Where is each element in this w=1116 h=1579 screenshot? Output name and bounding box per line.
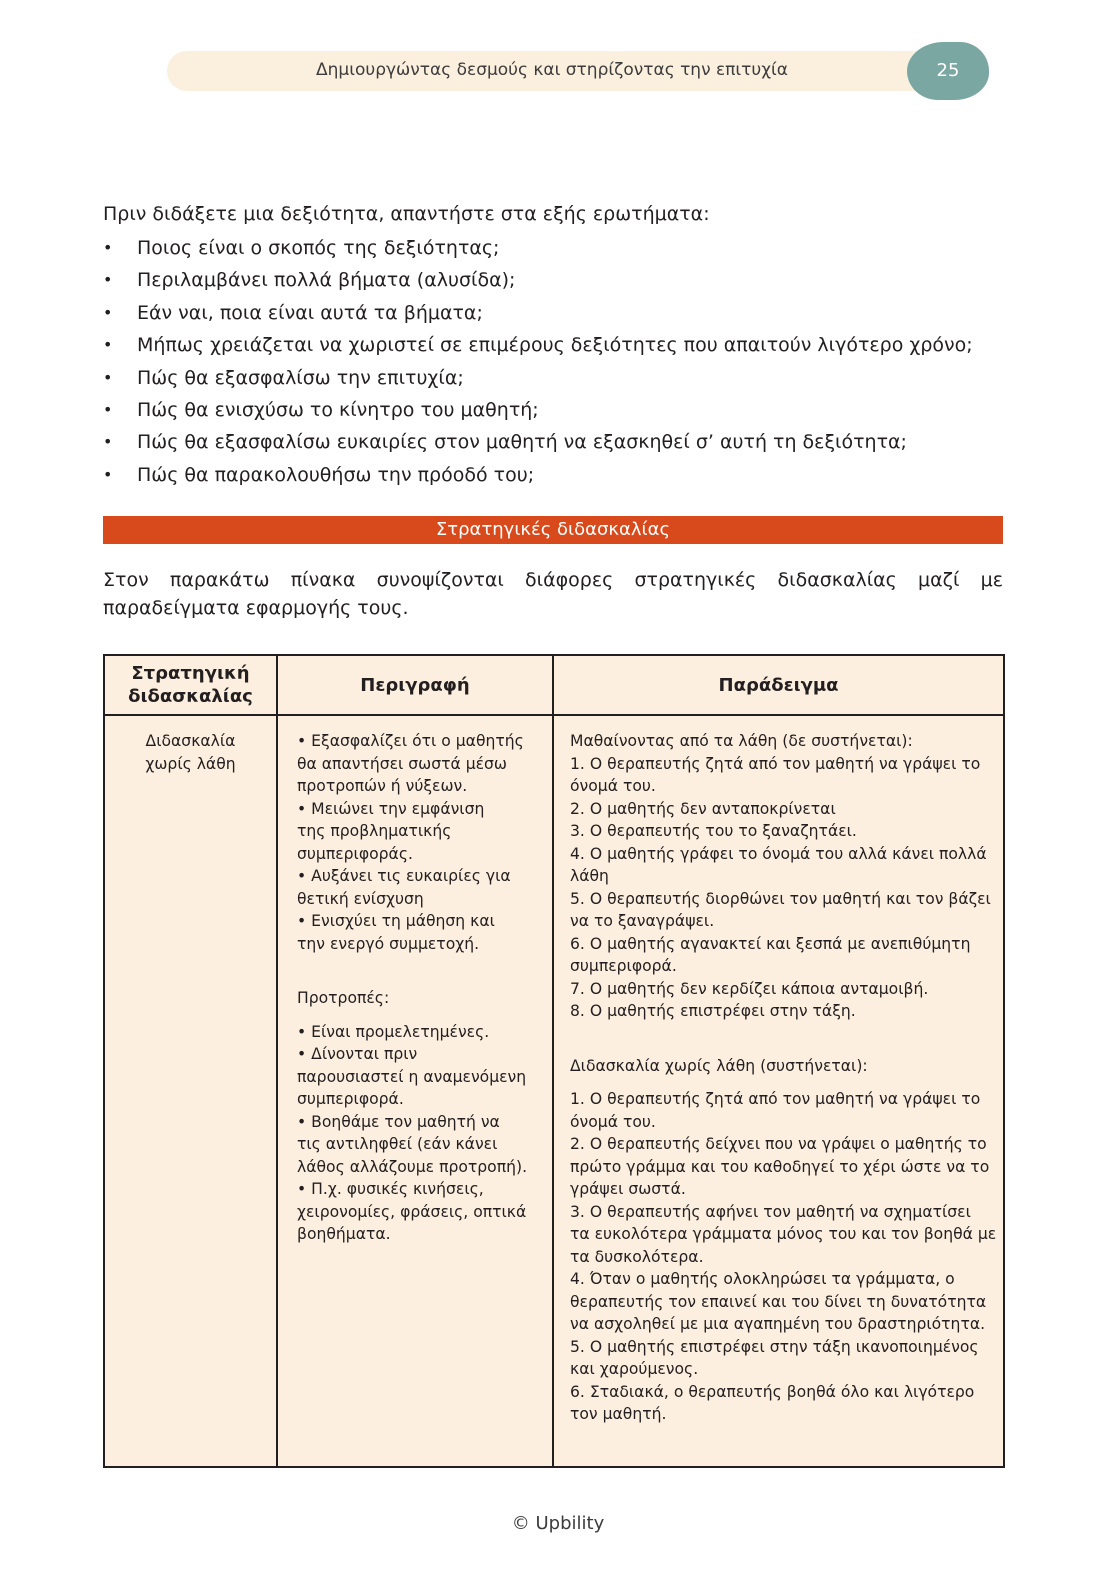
column-header-strategy: Στρατηγική διδασκαλίας <box>128 663 253 707</box>
intro-text: Πριν διδάξετε μια δεξιότητα, απαντήστε στα εξής ερωτήματα: <box>103 203 710 225</box>
bullet-icon: • <box>103 270 113 290</box>
bullet-icon: • <box>103 335 113 355</box>
running-header-title: Δημιουργώντας δεσμούς και στηρίζοντας την επιτυχία <box>315 60 789 80</box>
column-header-description: Περιγραφή <box>360 674 470 696</box>
page-number-badge: 25 <box>907 42 989 100</box>
column-header-example: Παράδειγμα <box>718 674 839 696</box>
bullet-icon: • <box>103 238 113 257</box>
prompts-title: Προτροπές: <box>297 989 390 1007</box>
list-item: • Πώς θα παρακολουθήσω την πρόοδό του; <box>103 459 973 491</box>
example-with-errors-title: Μαθαίνοντας από τα λάθη (δε συστήνεται): <box>570 732 913 750</box>
bullet-icon: • <box>103 464 113 484</box>
question-list <box>103 232 973 491</box>
list-item: • Πώς θα ενισχύσω το κίνητρο του μαθητή; <box>103 394 973 426</box>
bullet-icon: • <box>103 399 113 419</box>
list-item: • Πώς θα εξασφαλίσω την επιτυχία; <box>103 362 973 394</box>
strategy-table <box>103 654 1005 1468</box>
description-cell: • Εξασφαλίζει ότι ο μαθητής θα απαντήσει σωστά μέσω προτροπών ή νύξεων. • Μειώνει την εμφάνιση της προβληματικής συμπεριφοράς. • Αυξάνει τις ευκαιρίες για θετική ενίσχυση • Ενισχύει τη μάθηση και την ενεργό συμμετοχή. Προτροπές: • Είναι προμελετημένες. • Δίνονται πριν παρουσιαστεί η αναμενόμενη συμπεριφορά. • Βοηθάμε τον μαθητή να τις αντιληφθεί (εάν κάνει λάθος αλλάζουμε προτροπή). • Π.χ. φυσικές κινήσεις, χειρονομίες, φράσεις, οπτικά βοηθήματα. <box>297 730 547 1246</box>
list-item: • Περιλαμβάνει πολλά βήματα (αλυσίδα); <box>103 264 973 296</box>
header-divider <box>105 714 1003 716</box>
section-heading: Στρατηγικές διδασκαλίας <box>103 516 1003 544</box>
copyright-footer: © Upbility <box>511 1513 605 1534</box>
list-item: • Εάν ναι, ποια είναι αυτά τα βήματα; <box>103 297 973 329</box>
example-errorless-title: Διδασκαλία χωρίς λάθη (συστήνεται): <box>570 1056 868 1075</box>
column-divider <box>552 656 554 1466</box>
list-item: • Ποιος είναι ο σκοπός της δεξιότητας; <box>103 232 973 264</box>
list-item: • Μήπως χρειάζεται να χωριστεί σε επιμέρους δεξιότητες που απαιτούν λιγότερο χρόνο; <box>103 329 973 361</box>
list-item: • Πώς θα εξασφαλίσω ευκαιρίες στον μαθητή να εξασκηθεί σ’ αυτή τη δεξιότητα; <box>103 426 973 458</box>
bullet-icon: • <box>103 432 113 452</box>
example-cell: Μαθαίνοντας από τα λάθη (δε συστήνεται): 1. Ο θεραπευτής ζητά από τον μαθητή να γράψει το όνομά του. 2. Ο μαθητής δεν ανταποκρίνεται 3. Ο θεραπευτής του το ξαναζητάει. 4. Ο μαθητής γράφει το όνομά του αλλά κάνει πολλά λάθη 5. Ο θεραπευτής διορθώνει τον μαθητή και τον βάζει να το ξαναγράψει. 6. Ο μαθητής αγανακτεί και ξεσπά με ανεπιθύμητη συμπεριφορά. 7. Ο μαθητής δεν κερδίζει κάποια ανταμοιβή. 8. Ο μαθητής επιστρέφει στην τάξη. Διδασκαλία χωρίς λάθη (συστήνεται): 1. Ο θεραπευτής ζητά από τον μαθητή να γράψει το όνομά του. 2. Ο θεραπευτής δείχνει που να γράψει ο μαθητής το πρώτο γράμμα και του καθοδηγεί το χέρι ώστε να το γράψει σωστά. 3. Ο θεραπευτής αφήνει τον μαθητή να σχηματίσει τα ευκολότερα γράμματα μόνος του και τον βοηθά με τα δυσκολότερα. 4. Όταν ο μαθητής ολοκληρώσει τα γράμματα, ο θεραπευτής τον επαινεί και του δίνει τη δυνατότητα να ασχοληθεί με μια αγαπημένη του δραστηριότητα. 5. Ο μαθητής επιστρέφει στην τάξη ικανοποιημένος και χαρούμενος. 6. Σταδιακά, ο θεραπευτής βοηθά όλο και λιγότερο τον μαθητή. <box>570 730 1000 1426</box>
strategy-cell: Διδασκαλία χωρίς λάθη <box>145 732 236 773</box>
bullet-icon: • <box>103 302 113 322</box>
column-divider <box>276 656 278 1466</box>
bullet-icon: • <box>103 367 113 387</box>
summary-paragraph: Στον παρακάτω πίνακα συνοψίζονται διάφορες στρατηγικές διδασκαλίας μαζί με παραδείγματα εφαρμογής τους. <box>103 569 1003 619</box>
